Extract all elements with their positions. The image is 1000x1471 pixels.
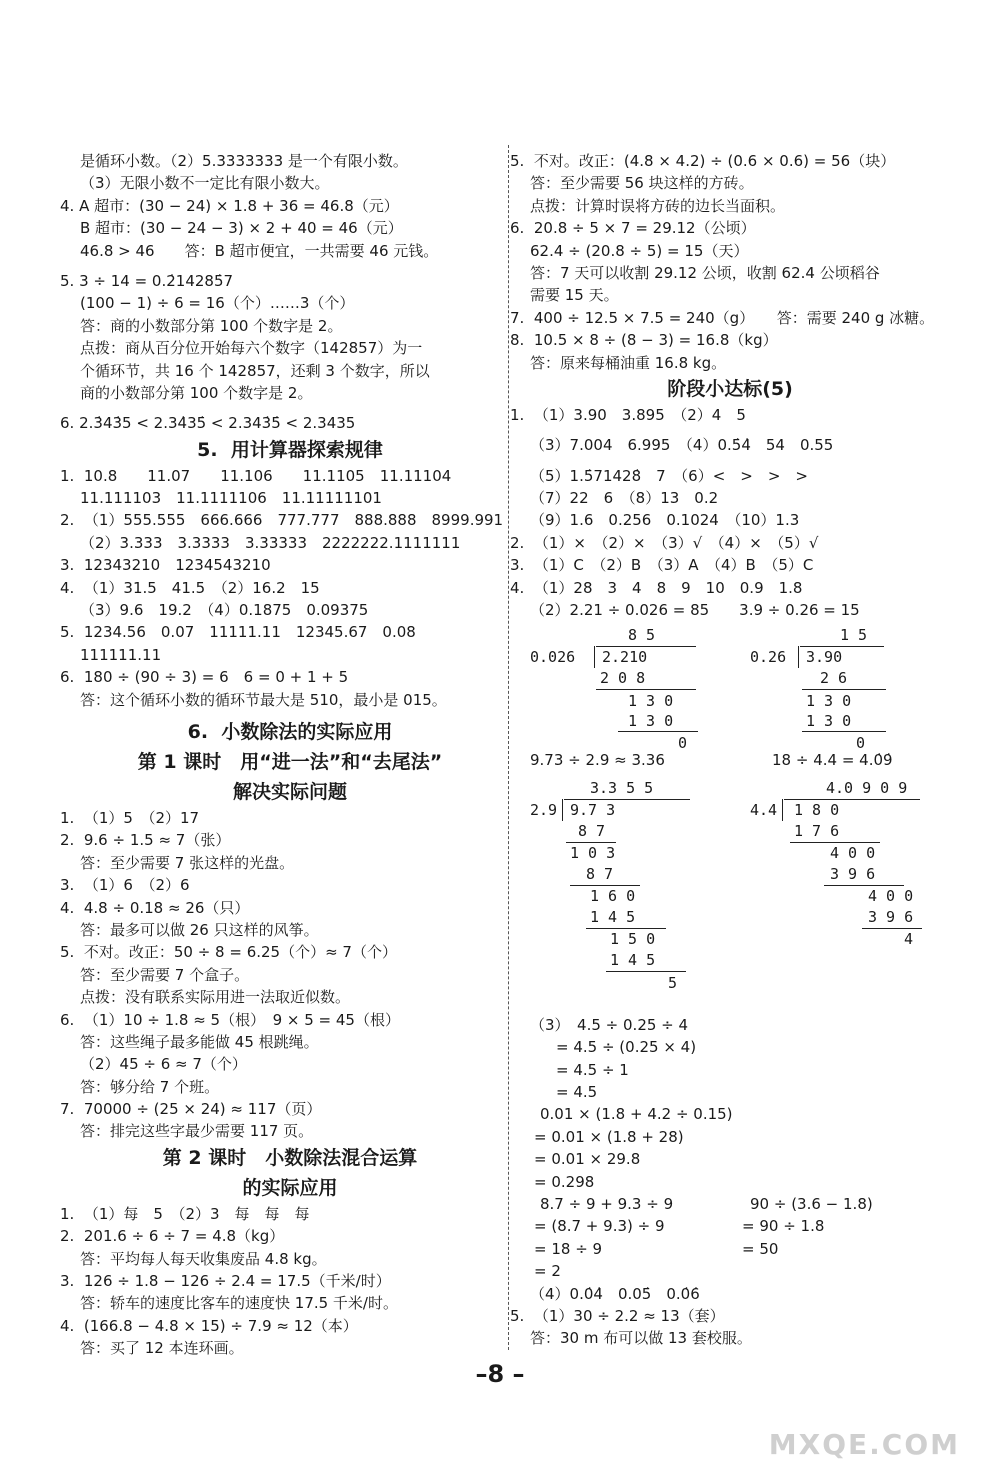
- quotient: 3.3 5 5: [590, 778, 654, 797]
- section-title: 5. 用计算器探索规律: [197, 438, 383, 461]
- watermark: MXQE.COM: [768, 1428, 960, 1461]
- answer-line: （2）2.21 ÷ 0.026 = 85 3.9 ÷ 0.26 = 15: [530, 601, 860, 620]
- answer-line: 9.73 ÷ 2.9 ≈ 3.36 18 ÷ 4.4 = 4.0̇9̇: [530, 751, 893, 770]
- dividend: 3.90: [806, 648, 843, 667]
- q4-line: B 超市：(30 − 24 − 3) × 2 + 40 = 46（元）: [80, 219, 403, 238]
- lesson-title: 的实际应用: [242, 1176, 338, 1199]
- answer-line: 2. （1）× （2）× （3）√ （4）× （5）√: [510, 533, 819, 552]
- answer-line: （3）9.6 19.2 （4）0.1875 0.09375: [80, 601, 369, 620]
- answer-line: 答：至少需要 7 张这样的光盘。: [80, 853, 295, 872]
- answer-line: 7. 400 ÷ 12.5 × 7.5 = 240（g） 答：需要 240 g 冰糖。: [510, 308, 935, 327]
- q6-line: 6. 2.3̇43̇5 < 2.34̇35̇ < 2.343̇5̇ < 2.3435: [60, 414, 356, 433]
- lesson-title: 解决实际问题: [232, 780, 347, 803]
- answer-line: 1. （1）每 5 （2）3 每 每 每: [60, 1204, 310, 1223]
- answer-line: 11.111103 11.1111106 11.11111101: [80, 489, 382, 508]
- calc-line: （3） 4.5 ÷ 0.25 ÷ 4: [530, 1015, 689, 1034]
- answer-line: 答：7 天可以收割 29.12 公顷，收割 62.4 公顷稻谷: [530, 263, 880, 282]
- divisor: 0.026: [530, 648, 576, 667]
- long-division: [750, 625, 930, 753]
- calc-line: = 4.5: [556, 1082, 598, 1101]
- answer-line: （3）7.004 6.995 （4）0.5̇4̇ 54 0.55: [530, 436, 834, 455]
- calc-line: = (8.7 + 9.3) ÷ 9 = 90 ÷ 1.8: [534, 1217, 825, 1236]
- calc-line: = 18 ÷ 9 = 50: [534, 1239, 779, 1258]
- answer-line: 3. 12343210 1234543210: [60, 556, 271, 575]
- q4-line: 4. A 超市：(30 − 24) × 1.8 + 36 = 46.8（元）: [60, 196, 399, 215]
- quotient: 8 5: [628, 626, 656, 645]
- answer-line: 5. 不对。改正：(4.8 × 4.2) ÷ (0.6 × 0.6) = 56（块）: [510, 152, 896, 170]
- answer-line: 7. 70000 ÷ (25 × 24) ≈ 117（页）: [60, 1100, 322, 1119]
- partial-row: 4 0 0: [830, 843, 876, 862]
- remainder: 0: [678, 734, 688, 753]
- answer-line: 5. （1）30 ÷ 2.2 ≈ 13（套）: [510, 1306, 725, 1325]
- calc-line: = 4.5 ÷ 1: [556, 1060, 629, 1079]
- answer-line: 答：最多可以做 26 只这样的风筝。: [80, 920, 319, 939]
- answer-line: 6. 180 ÷ (90 ÷ 3) = 6 6 = 0 + 1 + 5: [60, 668, 349, 687]
- q5-line: 5. 3 ÷ 14 = 0.2̇14285̇7: [60, 271, 234, 290]
- partial-row: 8 7: [586, 864, 614, 883]
- answer-line: 1. （1）5 （2）17: [60, 808, 200, 827]
- answer-line: 3. （1）C （2）B （3）A （4）B （5）C: [510, 556, 814, 575]
- remainder: 4: [904, 929, 914, 948]
- dividend: 2.210: [602, 648, 648, 667]
- answer-line: 答：轿车的速度比客车的速度快 17.5 千米/时。: [80, 1294, 398, 1313]
- answer-line: 答：这些绳子最多能做 45 根跳绳。: [80, 1032, 319, 1051]
- q5-line: 点拨：商从百分位开始每六个数字（142857）为一: [80, 339, 423, 358]
- answer-line: 1. 10.8 11.07 11.106 11.1105 11.11104: [60, 466, 452, 485]
- long-division: [530, 625, 710, 753]
- dividend: 9.7 3: [570, 800, 616, 819]
- calc-line: 8.7 ÷ 9 + 9.3 ÷ 9 90 ÷ (3.6 − 1.8): [540, 1194, 873, 1213]
- answer-line: 5. 不对。改正：50 ÷ 8 = 6.25（个）≈ 7（个）: [60, 943, 397, 962]
- answer-line: 4. 4.8 ÷ 0.18 ≈ 26（只）: [60, 898, 250, 917]
- calc-line: = 0.298: [534, 1172, 595, 1191]
- answer-line: 1. （1）3.90 3.895 （2）4 5: [510, 405, 746, 424]
- long-division: [530, 778, 720, 1008]
- answer-line: 5. 1234.56 0.07 11111.11 12345.67 0.08: [60, 623, 416, 642]
- answer-line: 3. （1）6 （2）6: [60, 876, 190, 895]
- partial-row: 1 3 0: [806, 692, 852, 711]
- answer-line: 答：够分给 7 个班。: [80, 1077, 220, 1096]
- partial-row: 1 3 0: [628, 712, 674, 731]
- answer-line: （7）22 6 （8）13 0.2: [530, 489, 719, 508]
- long-division-pair: [530, 778, 930, 1008]
- dividend: 1 8 0: [794, 800, 840, 819]
- calc-line: = 2: [534, 1262, 561, 1281]
- partial-row: 2 0 8: [600, 669, 646, 688]
- answer-line: 2. （1）555.555 666.666 777.777 888.888 8999.991: [60, 511, 504, 530]
- partial-row: 1 0 3: [570, 843, 616, 862]
- answer-line: 点拨：没有联系实际用进一法取近似数。: [80, 988, 351, 1007]
- answer-line: 点拨：计算时误将方砖的边长当面积。: [530, 196, 786, 215]
- intro-line: （3）无限小数不一定比有限小数大。: [80, 174, 330, 193]
- q5-line: 个循环节，共 16 个 142857，还剩 3 个数字，所以: [80, 361, 430, 380]
- q5-line: (100 − 1) ÷ 6 = 16（个）……3（个）: [80, 294, 355, 313]
- answer-line: 111111.11: [80, 645, 162, 664]
- answer-line: （5）1.5̇71428̇ 7 （6）< > > >: [530, 466, 808, 485]
- q5-line: 答：商的小数部分第 100 个数字是 2。: [80, 316, 343, 335]
- intro-line: 是循环小数。（2）5.3333333 是一个有限小数。: [80, 152, 408, 170]
- answer-line: 答：平均每人每天收集废品 4.8 kg。: [80, 1249, 327, 1268]
- calc-line: （4）0.0̇4̇ 0.05̇ 0.0̇6̇: [530, 1284, 700, 1303]
- left-column: [60, 150, 504, 1360]
- partial-row: 1 6 0: [590, 886, 636, 905]
- divisor: 2.9: [530, 800, 558, 819]
- answer-line: （2）45 ÷ 6 ≈ 7（个）: [80, 1055, 247, 1074]
- partial-row: 4 0 0: [868, 886, 914, 905]
- section-title: 6. 小数除法的实际应用: [187, 720, 393, 743]
- q5-line: 商的小数部分第 100 个数字是 2。: [80, 383, 313, 402]
- partial-row: 3 9 6: [830, 864, 876, 883]
- calc-line: 0.01 × (1.8 + 4.2 ÷ 0.15): [540, 1105, 733, 1124]
- page-number: –8 –: [475, 1360, 525, 1388]
- answer-line: 答：至少需要 7 个盒子。: [80, 965, 250, 984]
- lesson-title: 第 2 课时 小数除法混合运算: [162, 1146, 418, 1169]
- long-division: [750, 778, 930, 968]
- quotient: 1 5: [840, 626, 868, 645]
- answer-line: 答：排完这些字最少需要 117 页。: [80, 1122, 314, 1141]
- answer-line: 需要 15 天。: [530, 286, 619, 305]
- answer-line: 2. 9.6 ÷ 1.5 ≈ 7（张）: [60, 831, 231, 850]
- section-title: 阶段小达标(5): [667, 377, 793, 400]
- partial-row: 3 9 6: [868, 907, 914, 926]
- long-division-pair: [530, 625, 930, 753]
- calc-line: = 4.5 ÷ (0.25 × 4): [556, 1038, 697, 1057]
- answer-line: 答：至少需要 56 块这样的方砖。: [530, 174, 754, 193]
- lesson-title: 第 1 课时 用“进一法”和“去尾法”: [137, 750, 443, 773]
- quotient: 4.0 9 0 9: [826, 778, 908, 797]
- answer-line: 答：30 m 布可以做 13 套校服。: [530, 1329, 752, 1348]
- partial-row: 1 4 5: [610, 950, 656, 969]
- answer-line: 答：这个循环小数的循环节最大是 510，最小是 015。: [80, 690, 447, 709]
- right-column: [510, 150, 935, 1350]
- remainder: 5: [668, 973, 678, 992]
- divisor: 0.26: [750, 648, 787, 667]
- calc-line: = 0.01 × (1.8 + 28): [534, 1127, 684, 1146]
- divisor: 4.4: [750, 800, 778, 819]
- remainder: 0: [856, 734, 866, 753]
- answer-line: 62.4 ÷ (20.8 ÷ 5) = 15（天）: [530, 241, 749, 260]
- answer-line: 3. 126 ÷ 1.8 − 126 ÷ 2.4 = 17.5（千米/时）: [60, 1272, 391, 1291]
- answer-line: 2. 201.6 ÷ 6 ÷ 7 = 4.8（kg）: [60, 1227, 285, 1246]
- answer-line: 8. 10.5 × 8 ÷ (8 − 3) = 16.8（kg）: [510, 331, 778, 350]
- calc-line: = 0.01 × 29.8: [534, 1150, 641, 1169]
- partial-row: 1 5 0: [610, 929, 656, 948]
- answer-line: 4. （1）28 3 4 8 9 10 0.9 1.8: [510, 578, 803, 597]
- answer-line: 4. （1）31.5 41.5 （2）16.2 15: [60, 578, 320, 597]
- answer-line: 答：原来每桶油重 16.8 kg。: [530, 353, 727, 372]
- answer-line: 6. 20.8 ÷ 5 × 7 = 29.12（公顷）: [510, 219, 756, 238]
- answer-line: 4. (166.8 − 4.8 × 15) ÷ 7.9 ≈ 12（本）: [60, 1316, 358, 1335]
- partial-row: 8 7: [578, 821, 606, 840]
- partial-row: 2 6: [820, 669, 848, 688]
- answer-line: 答：买了 12 本连环画。: [80, 1339, 244, 1358]
- partial-row: 1 3 0: [806, 712, 852, 731]
- answer-line: 6. （1）10 ÷ 1.8 ≈ 5（根） 9 × 5 = 45（根）: [60, 1010, 400, 1029]
- answer-line: （9）1.6 0.256 0.1024 （10）1.3: [530, 511, 800, 530]
- q4-line: 46.8 > 46 答：B 超市便宜，一共需要 46 元钱。: [80, 241, 439, 260]
- partial-row: 1 3 0: [628, 692, 674, 711]
- column-divider: [508, 145, 509, 1350]
- partial-row: 1 7 6: [794, 821, 840, 840]
- answer-line: （2）3.333 3.3333 3.33333 2222222.1111111: [80, 533, 461, 552]
- partial-row: 1 4 5: [590, 907, 636, 926]
